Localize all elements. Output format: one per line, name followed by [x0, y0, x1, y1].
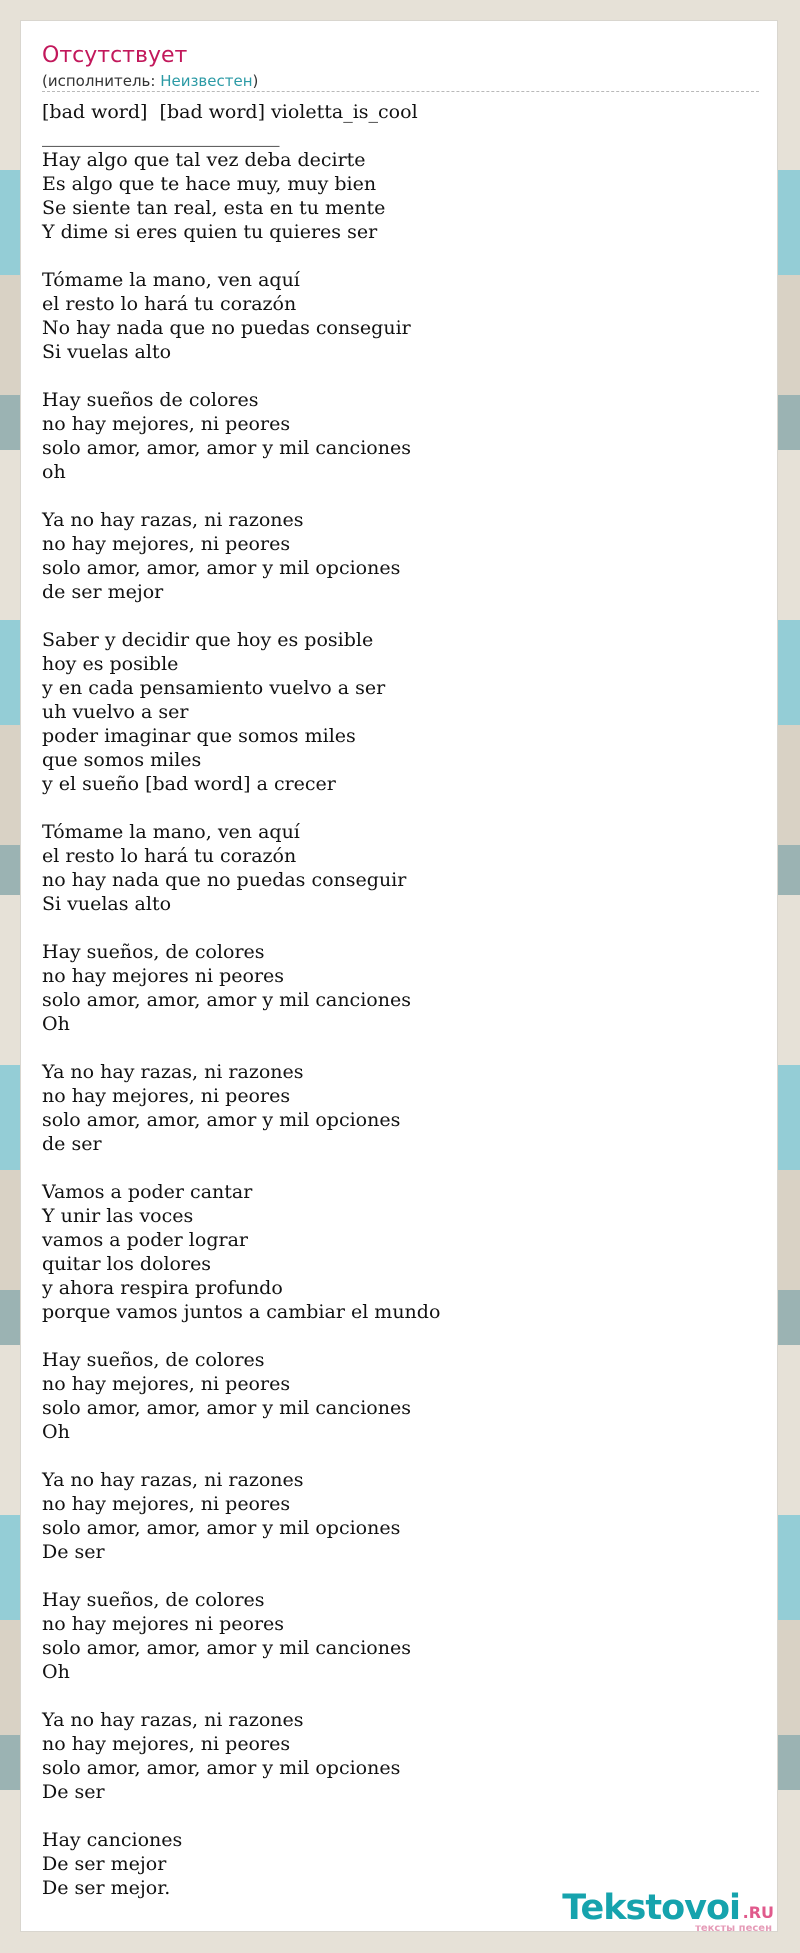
lyrics-line: Y unir las voces [42, 1205, 194, 1227]
lyrics-line: Oh [42, 1421, 70, 1443]
lyrics-line: Ya no hay razas, ni razones [42, 509, 304, 531]
lyrics-line: oh [42, 461, 66, 483]
lyrics-blank-line [42, 1444, 762, 1468]
lyrics-line: no hay nada que no puedas conseguir [42, 869, 407, 891]
lyrics-line: De ser mejor. [42, 1877, 171, 1899]
lyrics-line: Se siente tan real, esta en tu mente [42, 197, 386, 219]
lyrics-line: solo amor, amor, amor y mil opciones [42, 1517, 401, 1539]
lyrics-line: Hay canciones [42, 1829, 183, 1851]
lyrics-line: de ser mejor [42, 581, 164, 603]
artist-suffix: ) [252, 72, 259, 90]
lyrics-line: no hay mejores, ni peores [42, 1373, 291, 1395]
lyrics-line: [bad word] [bad word] violetta_is_cool [42, 101, 418, 123]
lyrics-line: no hay mejores ni peores [42, 965, 285, 987]
header-divider [42, 91, 759, 92]
lyrics-line: Hay sueños, de colores [42, 1349, 265, 1371]
lyrics-blank-line [42, 1324, 762, 1348]
lyrics-text [42, 100, 762, 1900]
lyrics-line: _________________________ [42, 125, 280, 147]
lyrics-line: no hay mejores, ni peores [42, 1733, 291, 1755]
lyrics-line: Si vuelas alto [42, 341, 172, 363]
lyrics-line: uh vuelvo a ser [42, 701, 189, 723]
lyrics-line: Hay algo que tal vez deba decirte [42, 149, 366, 171]
lyrics-line: Vamos a poder cantar [42, 1181, 253, 1203]
lyrics-blank-line [42, 1564, 762, 1588]
lyrics-blank-line [42, 796, 762, 820]
lyrics-line: poder imaginar que somos miles [42, 725, 356, 747]
logo-name: Tekstovoi [562, 1888, 740, 1928]
lyrics-line: solo amor, amor, amor y mil opciones [42, 1757, 401, 1779]
site-logo[interactable] [562, 1888, 774, 1938]
lyrics-line: quitar los dolores [42, 1253, 212, 1275]
lyrics-blank-line [42, 484, 762, 508]
lyrics-line: solo amor, amor, amor y mil opciones [42, 1109, 401, 1131]
logo-tagline: тексты песен [695, 1923, 772, 1934]
lyrics-line: Saber y decidir que hoy es posible [42, 629, 374, 651]
lyrics-line: no hay mejores, ni peores [42, 533, 291, 555]
lyrics-blank-line [42, 1036, 762, 1060]
lyrics-line: solo amor, amor, amor y mil canciones [42, 1397, 411, 1419]
lyrics-line: no hay mejores, ni peores [42, 1085, 291, 1107]
lyrics-blank-line [42, 916, 762, 940]
lyrics-line: solo amor, amor, amor y mil opciones [42, 557, 401, 579]
lyrics-line: solo amor, amor, amor y mil canciones [42, 437, 411, 459]
lyrics-card [20, 20, 778, 1932]
lyrics-line: No hay nada que no puedas conseguir [42, 317, 411, 339]
lyrics-line: Ya no hay razas, ni razones [42, 1709, 304, 1731]
lyrics-blank-line [42, 364, 762, 388]
lyrics-line: Es algo que te hace muy, muy bien [42, 173, 377, 195]
lyrics-line: Oh [42, 1013, 70, 1035]
lyrics-line: el resto lo hará tu corazón [42, 845, 297, 867]
lyrics-line: porque vamos juntos a cambiar el mundo [42, 1301, 441, 1323]
lyrics-line: el resto lo hará tu corazón [42, 293, 297, 315]
lyrics-line: de ser [42, 1133, 102, 1155]
lyrics-line: Y dime si eres quien tu quieres ser [42, 221, 378, 243]
lyrics-line: Ya no hay razas, ni razones [42, 1469, 304, 1491]
artist-link[interactable]: Неизвестен [160, 72, 253, 90]
lyrics-line: Hay sueños, de colores [42, 1589, 265, 1611]
lyrics-line: Tómame la mano, ven aquí [42, 821, 300, 843]
lyrics-line: Si vuelas alto [42, 893, 172, 915]
lyrics-blank-line [42, 1684, 762, 1708]
logo-tld: .RU [742, 1903, 774, 1922]
lyrics-blank-line [42, 1804, 762, 1828]
lyrics-blank-line [42, 604, 762, 628]
artist-line [42, 71, 258, 91]
lyrics-line: hoy es posible [42, 653, 179, 675]
lyrics-line: Hay sueños, de colores [42, 941, 265, 963]
lyrics-line: no hay mejores ni peores [42, 1613, 285, 1635]
artist-prefix: (исполнитель: [42, 72, 161, 90]
lyrics-line: y en cada pensamiento vuelvo a ser [42, 677, 386, 699]
lyrics-line: y el sueño [bad word] a crecer [42, 773, 336, 795]
lyrics-line: solo amor, amor, amor y mil canciones [42, 989, 411, 1011]
lyrics-line: no hay mejores, ni peores [42, 413, 291, 435]
lyrics-blank-line [42, 1156, 762, 1180]
lyrics-blank-line [42, 244, 762, 268]
lyrics-line: Tómame la mano, ven aquí [42, 269, 300, 291]
lyrics-line: Oh [42, 1661, 70, 1683]
lyrics-line: vamos a poder lograr [42, 1229, 248, 1251]
lyrics-line: De ser mejor [42, 1853, 167, 1875]
song-title: Отсутствует [42, 43, 188, 68]
lyrics-line: De ser [42, 1541, 105, 1563]
lyrics-line: no hay mejores, ni peores [42, 1493, 291, 1515]
lyrics-line: solo amor, amor, amor y mil canciones [42, 1637, 411, 1659]
lyrics-line: que somos miles [42, 749, 202, 771]
lyrics-line: De ser [42, 1781, 105, 1803]
lyrics-line: y ahora respira profundo [42, 1277, 283, 1299]
lyrics-line: Ya no hay razas, ni razones [42, 1061, 304, 1083]
lyrics-line: Hay sueños de colores [42, 389, 259, 411]
